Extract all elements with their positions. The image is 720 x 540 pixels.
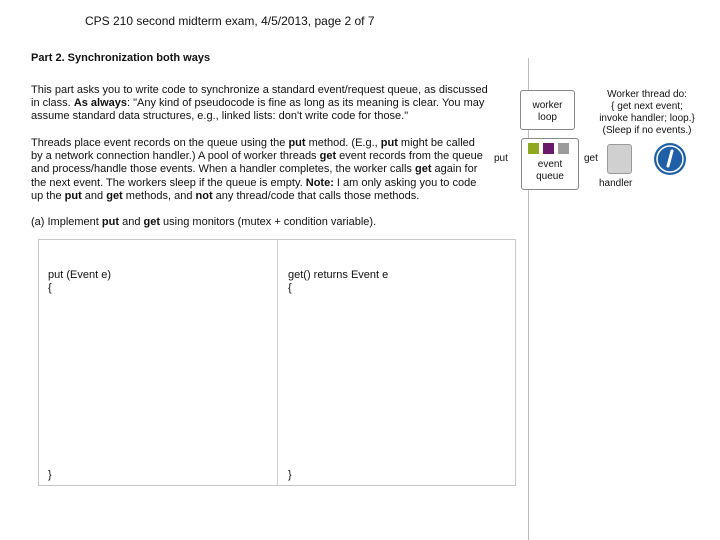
task-a: (a) Implement put and get using monitors (mutex + condition variable). — [31, 216, 377, 228]
handler-box — [607, 144, 632, 174]
course-title: CPS 210 second midterm exam, 4/5/2013 — [85, 14, 308, 28]
worker-loop-label: worker loop — [532, 100, 563, 123]
para2-line: up the put and get methods, and not any thread/code that calls those methods. — [31, 189, 420, 202]
worker-thread-note: Worker thread do: { get next event; invoke handler; loop.} (Sleep if no events.) — [599, 89, 695, 136]
instructions-paragraph — [31, 84, 501, 124]
event-queue-label: event queue — [536, 159, 564, 182]
para1-line: in class. As always: "Any kind of pseudocode is fine as long as its meaning is clear. You may — [31, 97, 485, 110]
diagram-divider-line — [528, 58, 529, 540]
get-open-brace: { — [288, 282, 292, 294]
para2-line: by a network connection handler.) A pool of worker threads get event records from the queue — [31, 150, 483, 163]
pen-icon — [653, 142, 687, 176]
answer-divider — [277, 240, 278, 485]
get-arrow-label: get — [584, 153, 598, 164]
part-title: Part 2. Synchronization both ways — [31, 52, 211, 64]
handler-label: handler — [599, 178, 633, 189]
queue-event-item — [543, 143, 554, 154]
para1-line: assume standard data structures, e.g., linked lists: don't write code for those." — [31, 110, 409, 123]
para1-line: This part asks you to write code to synchronize a standard event/request queue, as discussed — [31, 84, 488, 96]
put-arrow-label: put — [494, 153, 508, 164]
para2-line: the next event. The workers sleep if the queue is empty. Note: I am only asking you to code — [31, 176, 477, 189]
put-signature: put (Event e) — [48, 269, 111, 281]
problem-paragraph — [31, 137, 501, 203]
queue-event-item — [558, 143, 569, 154]
get-close-brace: } — [288, 469, 292, 481]
para2-line: and process/handle those events. When a handler completes, the worker calls get again for — [31, 163, 478, 176]
queue-event-item — [528, 143, 539, 154]
put-close-brace: } — [48, 469, 52, 481]
page-header — [85, 14, 375, 28]
para2-line: Threads place event records on the queue using the put method. (E.g., put might be called — [31, 137, 475, 149]
page-number: , page 2 of 7 — [307, 14, 375, 28]
put-open-brace: { — [48, 282, 52, 294]
get-signature: get() returns Event e — [288, 269, 389, 281]
